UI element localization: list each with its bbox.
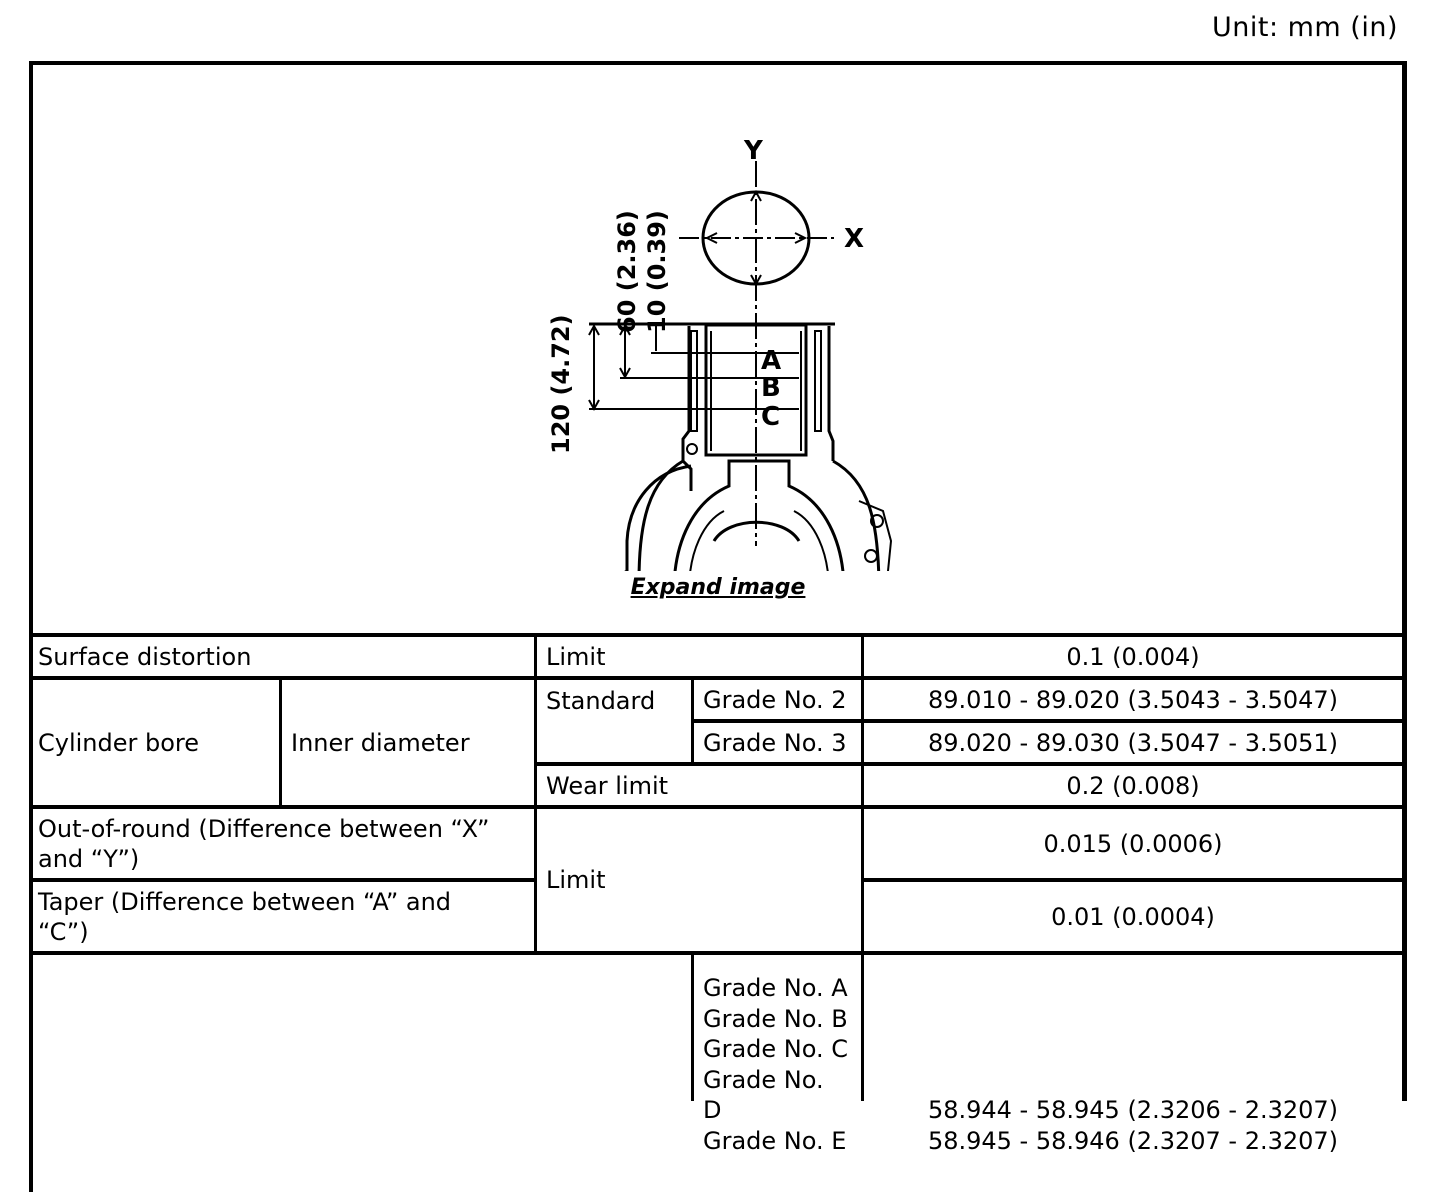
grade-label-list (694, 973, 861, 1156)
surface-distortion-sub: Limit (546, 642, 606, 671)
rule (861, 951, 864, 1101)
grade-2-label: Grade No. 2 (703, 685, 847, 714)
x-axis-label: X (844, 224, 865, 254)
grade-3-label: Grade No. 3 (703, 728, 847, 757)
point-b-label: B (761, 373, 781, 403)
grade-e-label: Grade No. E (703, 1126, 847, 1155)
grade-e-value: 58.945 - 58.946 (2.3207 - 2.3207) (927, 1126, 1339, 1155)
expand-image-link[interactable]: Expand image (630, 575, 806, 600)
point-c-label: C (761, 402, 781, 432)
wear-limit-value: 0.2 (0.008) (1066, 771, 1200, 800)
cylinder-bore-label: Cylinder bore (38, 728, 200, 757)
unit-label: Unit: mm (in) (1211, 12, 1398, 43)
rule (29, 951, 1407, 955)
wear-limit-label: Wear limit (546, 771, 669, 800)
border-left (29, 61, 33, 1192)
grade-a-label: Grade No. A (703, 974, 848, 1002)
shared-limit-label: Limit (546, 866, 606, 894)
taper-value: 0.01 (0.0004) (1051, 902, 1215, 931)
standard-label: Standard (546, 687, 656, 715)
inner-diameter-label: Inner diameter (291, 728, 470, 757)
border-top (29, 61, 1407, 65)
grade-c-label: Grade No. C (703, 1035, 849, 1063)
y-axis-label: Y (744, 136, 763, 166)
grade-2-value: 89.010 - 89.020 (3.5043 - 3.5047) (927, 685, 1339, 714)
surface-distortion-value: 0.1 (0.004) (1066, 642, 1200, 671)
cylinder-block-diagram (499, 101, 919, 571)
dim-10-label: 10 (0.39) (643, 210, 671, 333)
grade-3-value: 89.020 - 89.030 (3.5047 - 3.5051) (927, 728, 1339, 757)
taper-label (29, 882, 534, 951)
grade-b-label: Grade No. B (703, 1004, 848, 1033)
taper-text: Taper (Difference between “A” and “C”) (38, 887, 452, 946)
grade-value-list (864, 1095, 1402, 1156)
dim-60-label: 60 (2.36) (613, 210, 641, 333)
surface-distortion-label: Surface distortion (38, 642, 252, 671)
out-of-round-label (29, 809, 534, 878)
grade-d-value: 58.944 - 58.945 (2.3206 - 2.3207) (927, 1096, 1339, 1124)
out-of-round-value: 0.015 (0.0006) (1043, 829, 1223, 858)
grade-d-label: Grade No. D (703, 1065, 824, 1124)
point-a-label: A (761, 346, 782, 376)
dim-120-label: 120 (4.72) (547, 314, 575, 454)
spec-table (29, 61, 1407, 1192)
out-of-round-text: Out-of-round (Difference between “X” and “Y”) (38, 814, 490, 873)
